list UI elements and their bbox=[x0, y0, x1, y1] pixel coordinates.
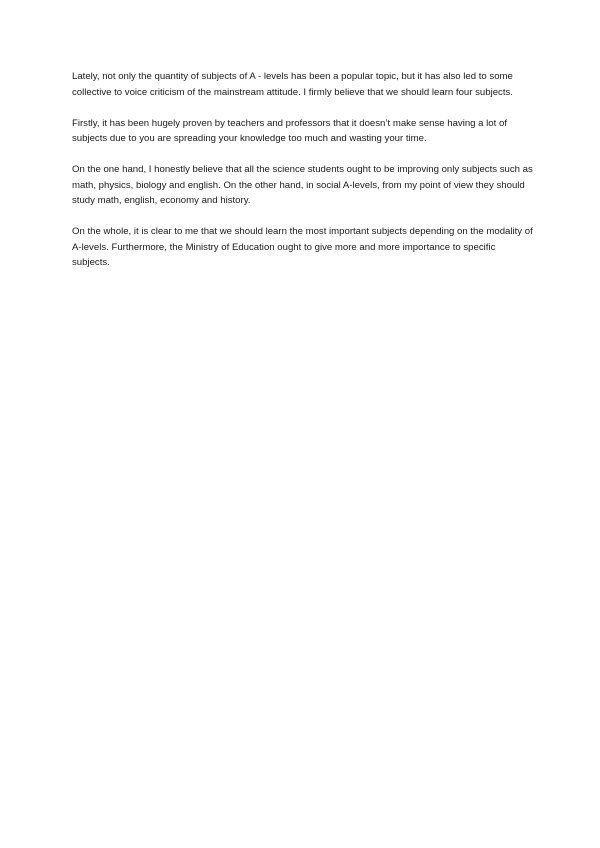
essay-body bbox=[72, 69, 534, 286]
paragraph-intro: Lately, not only the quantity of subjects of A - levels has been a popular topic, but it has also led to some collective to voice criticism of the mainstream attitude. I firmly believe that we should learn four subjects. bbox=[72, 71, 513, 98]
paragraph-conclusion: On the whole, it is clear to me that we should learn the most important subjects depending on the modality of A-levels. Furthermore, the Ministry of Education ought to give more and more importance to specific subjects. bbox=[72, 226, 533, 268]
paragraph-comparison: On the one hand, I honestly believe that all the science students ought to be improving only subjects such as math, physics, biology and english. On the other hand, in social A-levels, from my point of view they should study math, english, economy and history. bbox=[72, 164, 533, 206]
paragraph-firstly: Firstly, it has been hugely proven by teachers and professors that it doesn’t make sense having a lot of subjects due to you are spreading your knowledge too much and wasting your time. bbox=[72, 117, 507, 144]
